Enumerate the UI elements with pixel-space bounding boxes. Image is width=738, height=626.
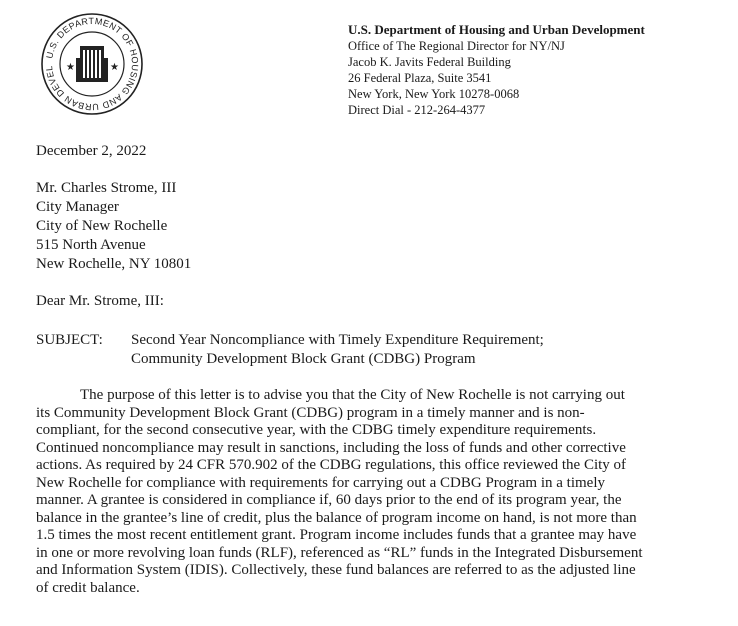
body-line: compliant, for the second consecutive year, with the CDBG timely expenditure requirements.	[36, 422, 597, 438]
office-street: 26 Federal Plaza, Suite 3541	[348, 71, 492, 85]
office-phone: Direct Dial - 212-264-4377	[348, 103, 486, 117]
agency-name: U.S. Department of Housing and Urban Development	[348, 22, 645, 37]
recipient-title: City Manager	[36, 199, 119, 215]
body-line: actions. As required by 24 CFR 570.902 of the CDBG regulations, this office reviewed the City of	[36, 457, 627, 473]
office-name: Office of The Regional Director for NY/NJ	[348, 39, 565, 53]
svg-text:★: ★	[66, 62, 75, 73]
recipient-address	[36, 179, 191, 274]
office-city: New York, New York 10278-0068	[348, 87, 520, 101]
letter-date: December 2, 2022	[36, 143, 147, 159]
building-name: Jacob K. Javits Federal Building	[348, 55, 511, 69]
subject-line-1: Second Year Noncompliance with Timely Expenditure Requirement;	[131, 332, 544, 348]
body-line: in one or more revolving loan funds (RLF), referenced as “RL” funds in the Integrated Disbursement	[36, 544, 643, 561]
salutation: Dear Mr. Strome, III:	[36, 293, 164, 309]
recipient-name: Mr. Charles Strome, III	[36, 180, 177, 196]
hud-seal-icon	[40, 12, 144, 116]
body-line: manner. A grantee is considered in compliance if, 60 days prior to the end of its program year, the	[36, 492, 622, 508]
letterhead	[348, 22, 645, 118]
seal-ring-text: U.S. DEPARTMENT OF HOUSING AND URBAN DEVEL	[43, 15, 141, 113]
body-paragraph	[36, 387, 716, 597]
body-line: 1.5 times the most recent entitlement grant. Program income includes funds that a grantee may have	[36, 527, 637, 543]
body-line: Continued noncompliance may result in sanctions, including the loss of funds and other corrective	[36, 439, 626, 456]
subject-label: SUBJECT:	[36, 332, 103, 348]
body-line: New Rochelle for compliance with requirements for carrying out a CDBG Program in a timely	[36, 474, 606, 491]
subject-line-2: Community Development Block Grant (CDBG) Program	[131, 351, 476, 367]
svg-text:★: ★	[110, 62, 119, 73]
recipient-street: 515 North Avenue	[36, 237, 146, 253]
recipient-org: City of New Rochelle	[36, 218, 168, 234]
body-line: balance in the grantee’s line of credit, plus the balance of program income on hand, is not more than	[36, 509, 637, 526]
body-line: and Information System (IDIS). Collectively, these fund balances are referred to as the adjusted line	[36, 562, 636, 578]
body-line: of credit balance.	[36, 579, 140, 596]
body-line: The purpose of this letter is to advise you that the City of New Rochelle is not carrying out	[80, 387, 625, 403]
body-line: its Community Development Block Grant (CDBG) program in a timely manner and is non-	[36, 404, 585, 421]
recipient-city: New Rochelle, NY 10801	[36, 256, 192, 272]
